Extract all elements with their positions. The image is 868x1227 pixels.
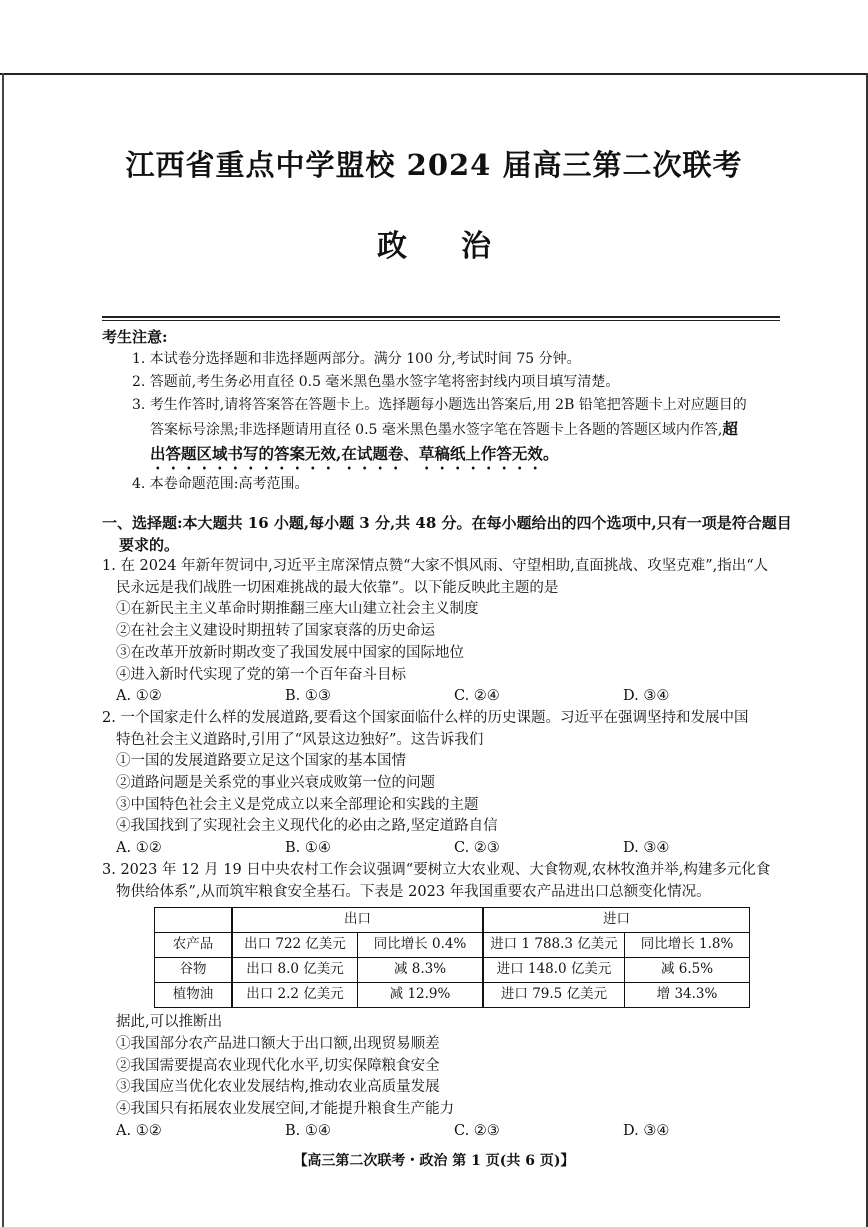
question-3-stem-line-1: 3. 2023 年 12 月 19 日中央农村工作会议强调“要树立大农业观、大食物观,农林牧渔并举,构建多元化食 [102,861,771,878]
trade-row-export-change: 减 12.9% [358,983,484,1008]
trade-row-import: 进口 79.5 亿美元 [483,983,625,1008]
question-2-choices [102,838,792,860]
question-2-stem-line-1: 2. 一个国家走什么样的发展道路,要看这个国家面临什么样的历史课题。习近平在强调坚持和发展中国 [102,709,749,726]
notice-item-3-continued [102,417,792,442]
trade-row-name: 农产品 [155,933,233,958]
question-1-choice-a: A. ①② [116,688,162,705]
trade-row-export-change: 减 8.3% [358,958,484,983]
question-3-choices [102,1121,792,1143]
divider-rule-bottom [102,320,780,321]
notice-emphasis-comma: , [336,444,342,463]
trade-row-export: 出口 722 亿美元 [232,933,358,958]
trade-row-import: 进口 1 788.3 亿美元 [483,933,625,958]
question-3-statement-4: ④我国只有拓展农业发展空间,才能提升粮食生产能力 [116,1101,455,1118]
question-3-choice-c: C. ②③ [454,1122,500,1139]
question-3-statement-1: ①我国部分农产品进口额大于出口额,出现贸易顺差 [116,1035,440,1052]
notice-emphasis-period: 。 [542,444,559,463]
question-2-statement-1: ①一国的发展道路要立足这个国家的基本国情 [116,753,406,770]
table-row [155,933,750,958]
question-1-statement-1: ①在新民主主义革命时期推翻三座大山建立社会主义制度 [116,601,479,618]
notice-item-2: 2. 答题前,考生务必用直径 0.5 毫米黑色墨水签字笔将密封线内项目填写清楚。 [132,374,620,390]
question-1-choice-b: B. ①③ [285,688,331,705]
trade-row-import-change: 同比增长 1.8% [625,933,750,958]
question-3-statement-2: ②我国需要提高农业现代化水平,切实保障粮食安全 [116,1057,440,1074]
question-2-choice-d: D. ③④ [623,840,670,857]
trade-row-import-change: 增 34.3% [625,983,750,1008]
trade-row-import-change: 减 6.5% [625,958,750,983]
question-3 [102,860,792,1143]
question-1-stem-line-2: 民永远是我们战胜一切困难挑战的最大依靠”。以下能反映此主题的是 [116,579,559,596]
divider-rule-top [102,316,780,318]
table-row [155,983,750,1008]
question-1 [102,556,792,708]
section-heading-line-1: 一、选择题:本大题共 16 小题,每小题 3 分,共 48 分。在每小题给出的四个选项中,只有一项是符合题目 [102,514,792,532]
section-heading-line-2: 要求的。 [119,536,180,554]
page-frame-top [0,73,868,75]
trade-row-name: 谷物 [155,958,233,983]
question-2-statement-2: ②道路问题是关系党的事业兴衰成败第一位的问题 [116,775,435,792]
question-2-choice-a: A. ①② [116,840,162,857]
question-3-choice-b: B. ①④ [285,1122,331,1139]
notice-item-4: 4. 本卷命题范围:高考范围。 [132,476,309,492]
question-1-statement-4: ④进入新时代实现了党的第一个百年奋斗目标 [116,666,406,683]
question-2-stem-line-2: 特色社会主义道路时,引用了“风景这边独好”。这告诉我们 [116,731,484,748]
notice-emphasis-answer-invalid: 出答题区域书写的答案无效 [150,444,337,463]
question-1-statement-3: ③在改革开放新时期改变了我国发展中国家的国际地位 [116,644,464,661]
trade-row-import: 进口 148.0 亿美元 [483,958,625,983]
question-1-choices [102,686,792,708]
notice-emphasis-line [102,442,792,473]
question-1-statement-2: ②在社会主义建设时期扭转了国家衰落的历史命运 [116,623,435,640]
question-1-choice-d: D. ③④ [623,688,670,705]
notice-item-1: 1. 本试卷分选择题和非选择题两部分。满分 100 分,考试时间 75 分钟。 [132,351,581,367]
question-3-stem-line-2: 物供给体系”,从而筑牢粮食安全基石。下表是 2023 年我国重要农产品进出口总额变化情况。 [116,883,711,900]
question-2-statement-4: ④我国找到了实现社会主义现代化的必由之路,坚定道路自信 [116,818,498,835]
candidate-notice [102,327,792,496]
trade-row-export: 出口 8.0 亿美元 [232,958,358,983]
page-footer: 【高三第二次联考・政治 第 1 页(共 6 页)】 [293,1153,575,1169]
question-1-stem-line-1: 1. 在 2024 年新年贺词中,习近平主席深情点赞“大家不惧风雨、守望相助,直面挑战、攻坚克难”,指出“人 [102,558,769,574]
question-3-lead: 据此,可以推断出 [116,1014,223,1031]
notice-emphasis-start: 超 [722,419,738,438]
question-1-choice-c: C. ②④ [454,688,500,705]
trade-table-header-row [155,908,750,933]
trade-table-corner [155,908,233,933]
trade-table [154,907,750,1008]
question-list [102,556,792,1142]
question-2-choice-b: B. ①④ [285,840,331,857]
trade-table-import-header: 进口 [483,908,750,933]
question-2-choice-c: C. ②③ [454,840,500,857]
question-3-choice-a: A. ①② [116,1122,162,1139]
trade-row-name: 植物油 [155,983,233,1008]
trade-row-export-change: 同比增长 0.4% [358,933,484,958]
question-2-statement-3: ③中国特色社会主义是党成立以来全部理论和实践的主题 [116,796,479,813]
trade-table-export-header: 出口 [232,908,483,933]
exam-subject: 政治 [377,229,545,264]
notice-item-3-text: 答案标号涂黑;非选择题请用直径 0.5 毫米黑色墨水签字笔在答题卡上各题的答题区域内作答, [150,422,723,438]
table-row [155,958,750,983]
notice-emphasis-draft-invalid: 在试题卷、草稿纸上作答无效 [341,444,543,463]
section-heading [102,512,792,556]
exam-title: 江西省重点中学盟校 2024 届高三第二次联考 [125,148,743,182]
question-3-statement-3: ③我国应当优化农业发展结构,推动农业高质量发展 [116,1079,440,1096]
question-2 [102,708,792,860]
notice-heading: 考生注意: [102,328,168,346]
question-3-choice-d: D. ③④ [623,1122,670,1139]
trade-row-export: 出口 2.2 亿美元 [232,983,358,1008]
notice-item-3: 3. 考生作答时,请将答案答在答题卡上。选择题每小题选出答案后,用 2B 铅笔把答题卡上对应题目的 [132,397,747,413]
